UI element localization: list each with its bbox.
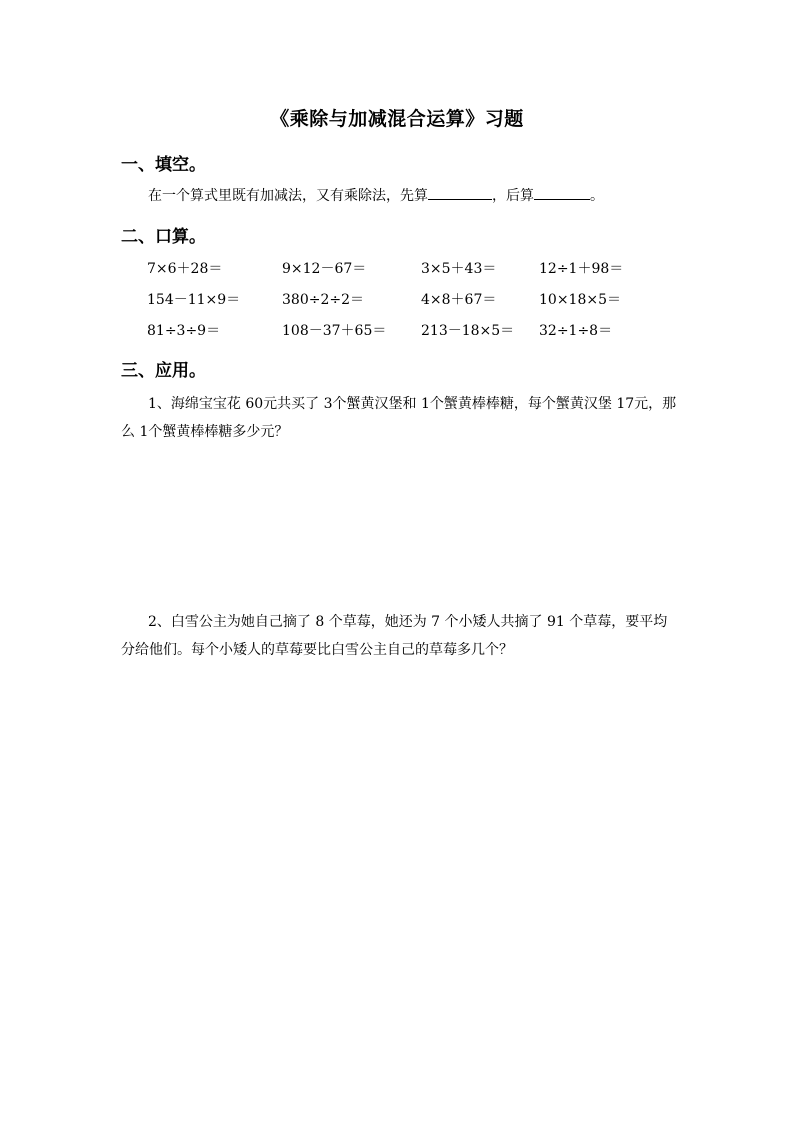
fill-in-text-part-1: 在一个算式里既有加减法，又有乘除法，先算 bbox=[148, 188, 428, 204]
calc-row bbox=[147, 289, 687, 320]
section-2-heading: 二、口算。 bbox=[121, 227, 206, 247]
answer-blank-2 bbox=[534, 185, 590, 200]
calc-item: 7×6＋28＝ bbox=[147, 261, 223, 277]
word-problem-1: 1、海绵宝宝花 60元共买了 3个蟹黄汉堡和 1个蟹黄棒棒糖，每个蟹黄汉堡 17元，那么 1个蟹黄棒棒糖多少元？ bbox=[121, 396, 677, 440]
calc-item: 213－18×5＝ bbox=[421, 323, 515, 339]
calc-item: 10×18×5＝ bbox=[539, 292, 621, 308]
section-1-heading: 一、填空。 bbox=[121, 155, 206, 175]
fill-in-question bbox=[121, 182, 681, 210]
document-title: 《乘除与加减混合运算》习题 bbox=[270, 108, 524, 130]
calc-item: 380÷2÷2＝ bbox=[282, 292, 364, 308]
calc-item: 154－11×9＝ bbox=[147, 292, 241, 308]
word-problem-2: 2、白雪公主为她自己摘了 8 个草莓，她还为 7 个小矮人共摘了 91 个草莓，要平均分给他们。每个小矮人的草莓要比白雪公主自己的草莓多几个？ bbox=[121, 614, 668, 658]
calc-row bbox=[147, 258, 687, 289]
calc-row bbox=[147, 320, 687, 351]
section-3-heading: 三、应用。 bbox=[121, 361, 206, 381]
fill-in-text-part-3: 。 bbox=[590, 188, 604, 204]
calc-item: 81÷3÷9＝ bbox=[147, 323, 221, 339]
calc-item: 9×12－67＝ bbox=[282, 261, 367, 277]
fill-in-text-part-2: ，后算 bbox=[492, 188, 534, 204]
calc-item: 4×8＋67＝ bbox=[421, 292, 497, 308]
calc-item: 12÷1＋98＝ bbox=[539, 261, 624, 277]
calc-item: 108－37＋65＝ bbox=[282, 323, 387, 339]
calc-item: 32÷1÷8＝ bbox=[539, 323, 613, 339]
calc-item: 3×5＋43＝ bbox=[421, 261, 497, 277]
mental-math-grid bbox=[147, 258, 687, 351]
answer-blank-1 bbox=[428, 185, 492, 200]
